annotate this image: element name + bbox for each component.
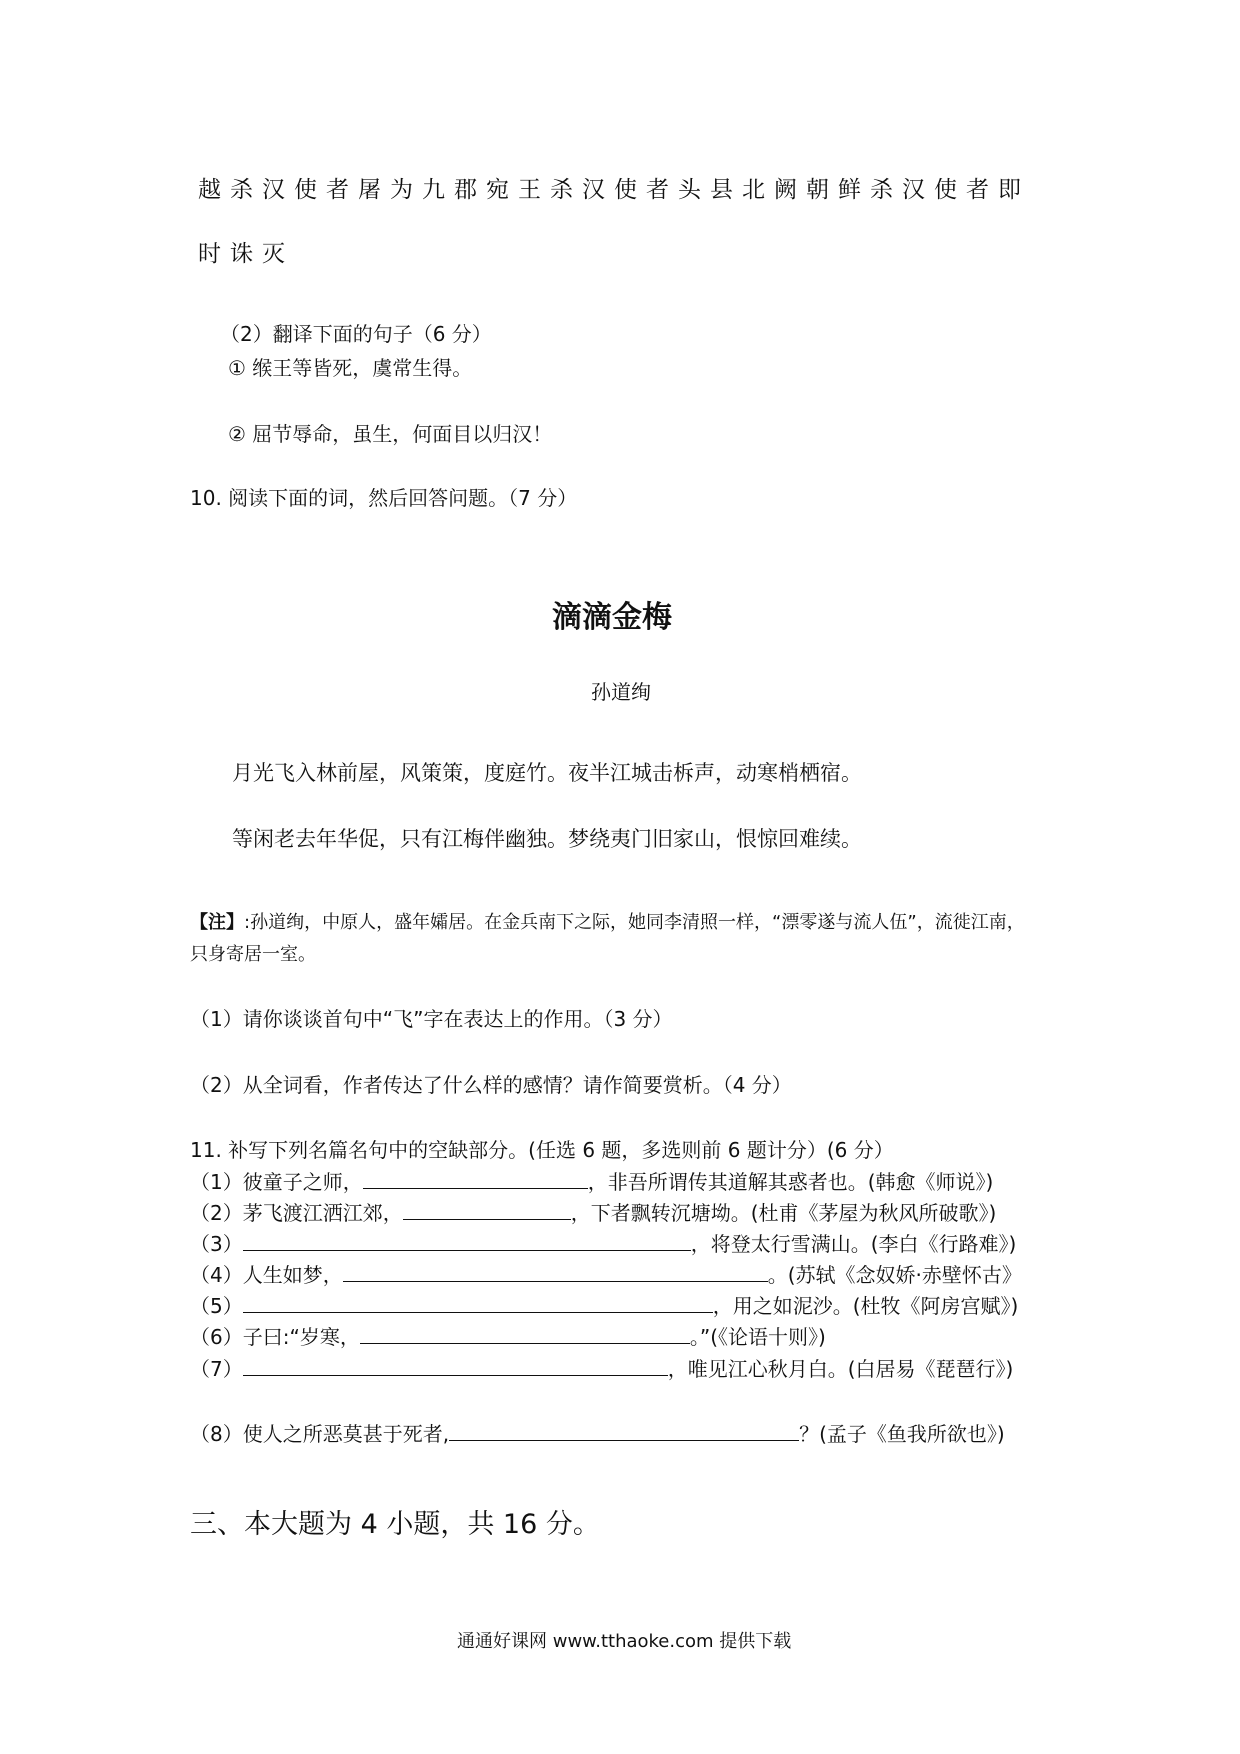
fill-item-3 bbox=[190, 1228, 1016, 1257]
q10-subquestion-1: （1）请你谈谈首句中“飞”字在表达上的作用。（3 分） bbox=[190, 1007, 673, 1031]
item-suffix: ，唯见江心秋月白。(白居易《琵琶行》) bbox=[667, 1357, 1014, 1381]
item-prefix: （4）人生如梦， bbox=[190, 1263, 343, 1287]
poem-title: 滴滴金梅 bbox=[552, 600, 672, 635]
item-prefix: （1）彼童子之师， bbox=[190, 1170, 363, 1194]
item-suffix: ，下者飘转沉塘坳。(杜甫《茅屋为秋风所破歌》) bbox=[570, 1201, 997, 1225]
answer-blank[interactable] bbox=[243, 1292, 713, 1313]
item-suffix: ？(孟子《鱼我所欲也》) bbox=[799, 1422, 1005, 1446]
fill-item-2 bbox=[190, 1197, 996, 1226]
poem-note bbox=[190, 908, 1025, 934]
item-suffix: ，用之如泥沙。(杜牧《阿房宫赋》) bbox=[712, 1294, 1019, 1318]
answer-blank[interactable] bbox=[343, 1261, 768, 1282]
fill-item-6 bbox=[190, 1321, 826, 1350]
fill-item-8 bbox=[190, 1418, 1005, 1447]
section-3-heading: 三、本大题为 4 小题，共 16 分。 bbox=[190, 1509, 600, 1540]
answer-blank[interactable] bbox=[403, 1199, 571, 1220]
answer-blank[interactable] bbox=[243, 1230, 691, 1251]
poem-author: 孙道绚 bbox=[591, 680, 651, 704]
item-prefix: （7） bbox=[190, 1357, 243, 1381]
item-prefix: （2）茅飞渡江洒江郊， bbox=[190, 1201, 403, 1225]
note-label: 【注】 bbox=[190, 912, 244, 933]
item-suffix: 。”(《论语十则》) bbox=[689, 1325, 826, 1349]
item-suffix: ，将登太行雪满山。(李白《行路难》) bbox=[690, 1232, 1017, 1256]
translate-header: （2）翻译下面的句子（6 分） bbox=[220, 322, 492, 346]
q11-prompt: 11. 补写下列名篇名句中的空缺部分。(任选 6 题，多选则前 6 题计分）(6 分） bbox=[190, 1138, 894, 1162]
fill-item-1 bbox=[190, 1166, 993, 1195]
translate-sentence-2: ② 屈节辱命，虽生，何面目以归汉！ bbox=[228, 422, 553, 446]
item-prefix: （8）使人之所恶莫甚于死者, bbox=[190, 1422, 450, 1446]
note-text-1: :孙道绚，中原人，盛年孀居。在金兵南下之际，她同李清照一样，“漂零遂与流人伍”，流徙江南， bbox=[244, 912, 1025, 933]
fill-item-4 bbox=[190, 1259, 1022, 1288]
fill-item-5 bbox=[190, 1290, 1018, 1319]
passage-line-1: 越杀汉使者屠为九郡宛王杀汉使者头县北阙朝鲜杀汉使者即 bbox=[198, 177, 1030, 203]
item-prefix: （5） bbox=[190, 1294, 243, 1318]
item-suffix: ，非吾所谓传其道解其惑者也。(韩愈《师说》) bbox=[587, 1170, 994, 1194]
item-suffix: 。(苏轼《念奴娇·赤壁怀古》 bbox=[767, 1263, 1022, 1287]
fill-item-7 bbox=[190, 1353, 1013, 1382]
answer-blank[interactable] bbox=[363, 1168, 588, 1189]
q10-subquestion-2: （2）从全词看，作者传达了什么样的感情？请作简要赏析。（4 分） bbox=[190, 1073, 792, 1097]
q10-prompt: 10. 阅读下面的词，然后回答问题。（7 分） bbox=[190, 486, 578, 510]
item-prefix: （3） bbox=[190, 1232, 243, 1256]
answer-blank[interactable] bbox=[243, 1355, 668, 1376]
note-text-2: 只身寄居一室。 bbox=[190, 944, 316, 965]
poem-line-2: 等闲老去年华促，只有江梅伴幽独。梦绕夷门旧家山，恨惊回难续。 bbox=[232, 827, 862, 851]
page-footer: 通通好课网 www.tthaoke.com 提供下载 bbox=[457, 1631, 792, 1652]
answer-blank[interactable] bbox=[360, 1323, 690, 1344]
translate-sentence-1: ① 缑王等皆死，虞常生得。 bbox=[228, 356, 473, 380]
poem-line-1: 月光飞入林前屋，风策策，度庭竹。夜半江城击柝声，动寒梢栖宿。 bbox=[232, 761, 862, 785]
item-prefix: （6）子曰:“岁寒， bbox=[190, 1325, 360, 1349]
passage-line-2: 时诛灭 bbox=[198, 241, 294, 267]
answer-blank[interactable] bbox=[449, 1420, 799, 1441]
